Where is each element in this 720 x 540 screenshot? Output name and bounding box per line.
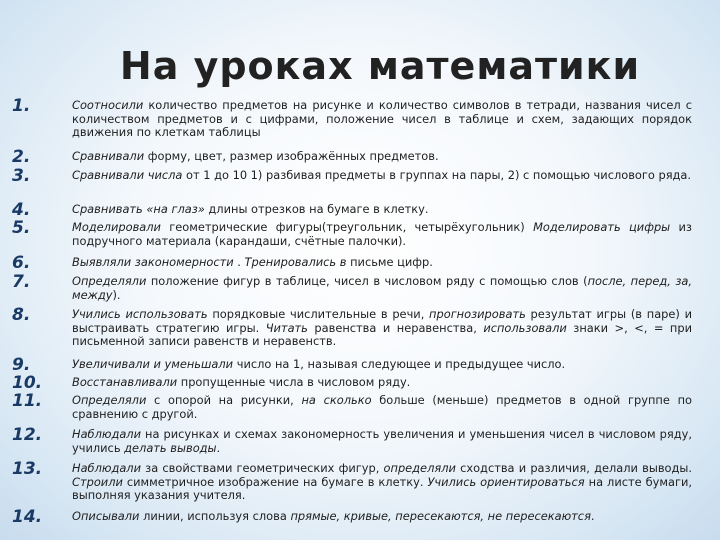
item-text (72, 428, 692, 455)
body-text: порядковые числительные в речи, (207, 307, 430, 321)
item-text (72, 358, 692, 372)
item-number: 10. (12, 373, 43, 393)
body-text: число на 1, называя следующее и предыдущее число. (233, 357, 566, 371)
emphasis-text: после, перед, за, между (72, 274, 692, 302)
item-text (72, 256, 692, 270)
emphasis-text: Учились использовать (72, 307, 208, 321)
item-text (72, 394, 692, 421)
body-text: на рисунках и схемах закономерность увеличения и уменьшения чисел в числовом ряду, учились (72, 427, 692, 455)
body-text: . (233, 255, 245, 269)
item-number: 11. (12, 391, 43, 411)
body-text: линии, используя слова (139, 509, 291, 523)
emphasis-text: Моделировали (72, 220, 161, 234)
emphasis-text: Выявляли закономерности (72, 255, 234, 269)
item-text (72, 203, 692, 217)
emphasis-text: Сравнивать «на глаз» (72, 202, 205, 216)
body-text: пропущенные числа в числовом ряду. (177, 375, 411, 389)
emphasis-text: Восстанавливали (72, 375, 178, 389)
item-text (72, 99, 692, 140)
emphasis-text: Описывали (72, 509, 140, 523)
emphasis-text: определяли (383, 461, 456, 475)
body-text: . (590, 509, 595, 523)
emphasis-text: прогнозировать (429, 307, 526, 321)
emphasis-text: Учились ориентироваться (427, 474, 585, 489)
emphasis-text: делать выводы (124, 440, 217, 455)
item-text (72, 150, 692, 164)
emphasis-text: использовали (483, 320, 567, 335)
page-title: На уроках математики (119, 44, 641, 88)
body-text: на листе бумаги, выполняя указания учителя. (72, 474, 692, 503)
item-number: 12. (12, 425, 43, 445)
emphasis-text: Моделировать цифры (533, 220, 671, 234)
item-number: 13. (12, 459, 43, 479)
body-text: за свойствами геометрических фигур, (140, 461, 384, 475)
item-number: 4. (12, 200, 31, 220)
emphasis-text: Тренировались в (244, 255, 347, 269)
item-number: 5. (12, 218, 31, 238)
item-text (72, 275, 692, 302)
item-number: 6. (12, 253, 31, 273)
body-text: равенства и неравенства, (307, 320, 484, 335)
item-number: 1. (12, 96, 31, 116)
item-text (72, 169, 692, 183)
body-text: . (216, 440, 221, 455)
body-text: из подручного материала (карандаши, счётные палочки). (72, 220, 692, 248)
emphasis-text: Читать (265, 320, 308, 335)
emphasis-text: прямые, кривые, пересекаются, не пересекаются (290, 509, 591, 523)
body-text: количество предметов на рисунке и количество символов в тетради, названия чисел с количеством предметов и с цифрами, положение чисел в таблице и схем, задающих порядок движения по клеткам таблицы (72, 98, 692, 140)
body-text: письме цифр. (346, 255, 433, 269)
body-text: больше (меньше) предметов в одной группе по сравнению с другой. (72, 393, 692, 421)
body-text: результат игры (в паре) и выстраивать стратегию игры. (72, 307, 692, 335)
item-number: 3. (12, 166, 31, 186)
body-text: от 1 до 10 1) разбивая предметы в группах на пары, 2) с помощью числового ряда. (182, 168, 692, 182)
emphasis-text: Соотносили (72, 98, 144, 112)
body-text: с опорой на рисунки, (146, 393, 302, 407)
item-number: 9. (12, 355, 31, 375)
body-text: ). (112, 287, 121, 302)
item-text (72, 376, 692, 390)
item-text (72, 462, 692, 503)
emphasis-text: Сравнивали (72, 149, 145, 163)
emphasis-text: Увеличивали и уменьшали (72, 357, 234, 371)
item-text (72, 221, 692, 248)
body-text: форму, цвет, размер изображённых предметов. (144, 149, 439, 163)
emphasis-text: Сравнивали числа (72, 168, 183, 182)
emphasis-text: Строили (72, 474, 123, 489)
item-text (72, 308, 692, 349)
body-text: сходства и различия, делали выводы. (455, 461, 692, 475)
body-text: положение фигур в таблице, чисел в числовом ряду с помощью слов ( (146, 274, 588, 288)
body-text: симметричное изображение на бумаге в клетку. (122, 474, 428, 489)
emphasis-text: Наблюдали (72, 427, 141, 441)
emphasis-text: Наблюдали (72, 461, 141, 475)
item-number: 7. (12, 272, 31, 292)
body-text: длины отрезков на бумаге в клетку. (204, 202, 429, 216)
body-text: геометрические фигуры(треугольник, четырёхугольник) (160, 220, 534, 234)
emphasis-text: Определяли (72, 274, 147, 288)
emphasis-text: Определяли (72, 393, 147, 407)
item-number: 8. (12, 305, 31, 325)
body-text: знаки >, <, = при письменной записи равенств и неравенств. (72, 320, 692, 349)
emphasis-text: на сколько (301, 393, 372, 407)
item-text (72, 510, 692, 524)
item-number: 2. (12, 147, 31, 167)
item-number: 14. (12, 507, 43, 527)
